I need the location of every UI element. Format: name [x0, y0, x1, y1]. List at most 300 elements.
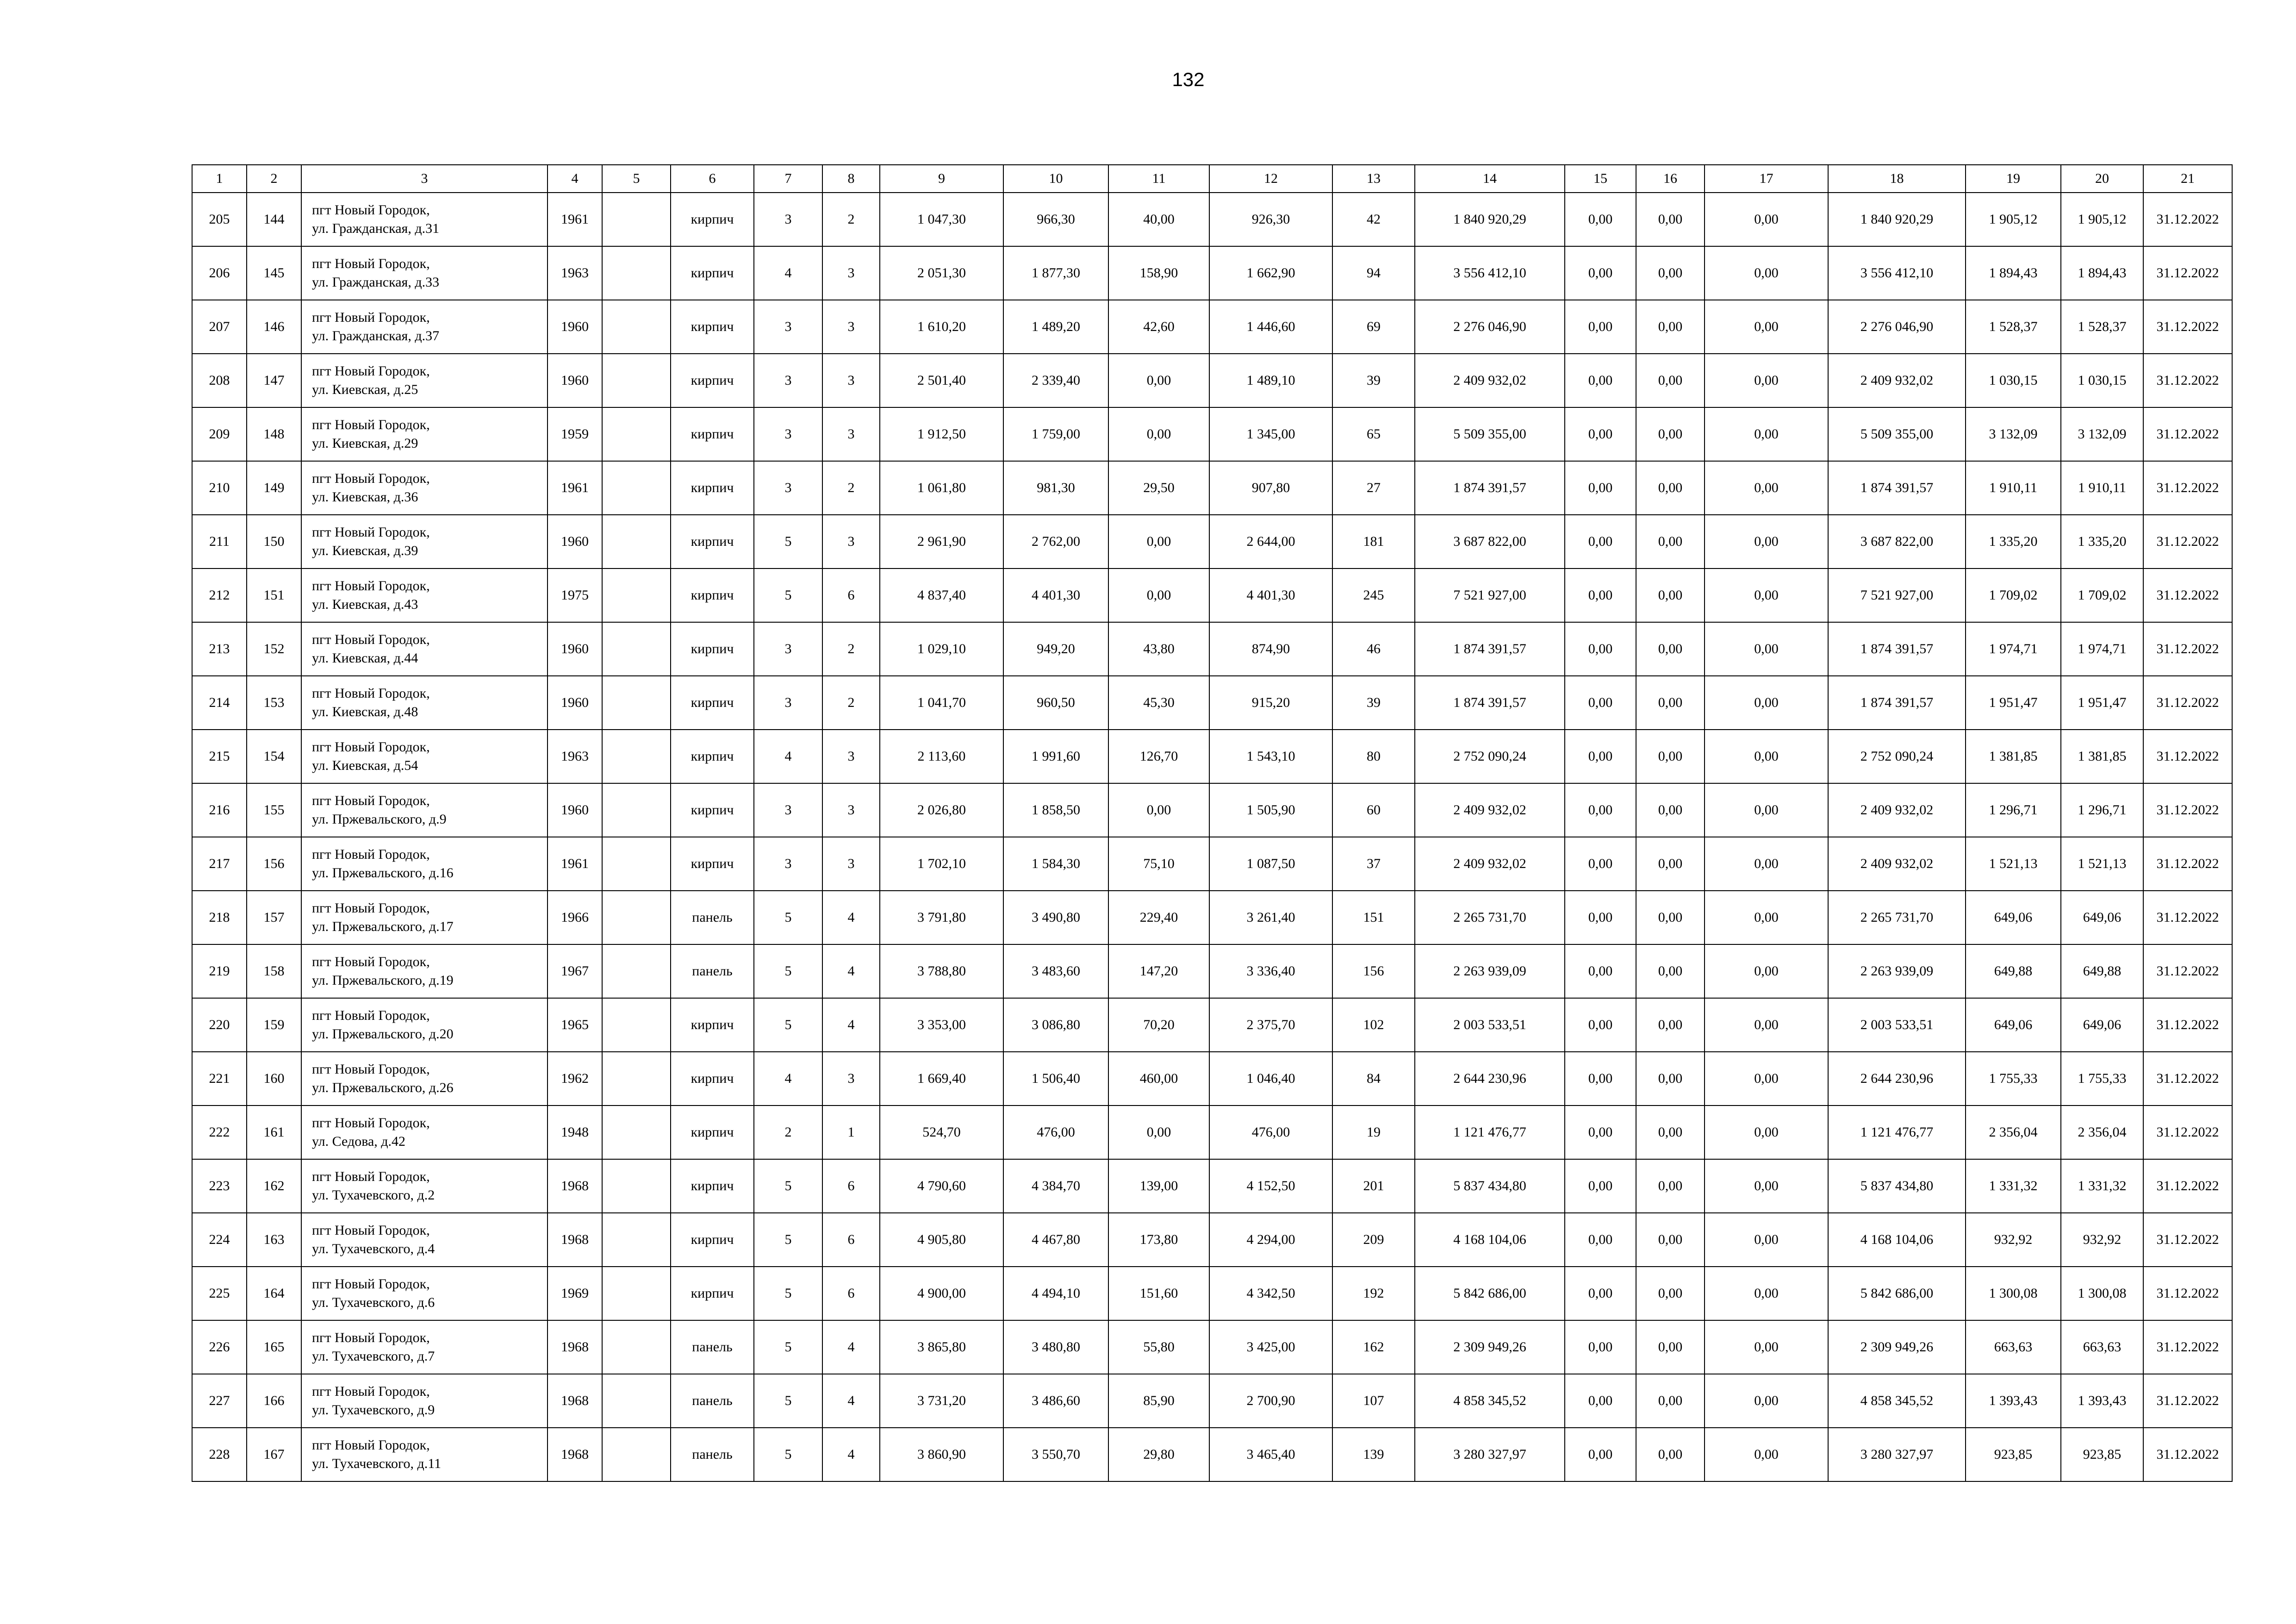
address-street: ул. Пржевальского, д.26 — [312, 1080, 454, 1095]
cell-col-11: 0,00 — [1108, 407, 1209, 461]
cell-col-13: 151 — [1332, 891, 1415, 944]
cell-floors: 3 — [754, 783, 822, 837]
cell-wall-material: кирпич — [671, 461, 754, 515]
cell-entrances: 4 — [822, 1320, 880, 1374]
cell-house-number: 166 — [247, 1374, 301, 1428]
cell-col-14: 2 263 939,09 — [1415, 944, 1565, 998]
column-number-header: 20 — [2061, 165, 2143, 193]
cell-col-11: 55,80 — [1108, 1320, 1209, 1374]
cell-col-9: 524,70 — [880, 1106, 1003, 1159]
cell-col-5 — [602, 1159, 671, 1213]
cell-floors: 5 — [754, 998, 822, 1052]
cell-address — [301, 246, 548, 300]
cell-col-15: 0,00 — [1565, 193, 1636, 246]
cell-col-20: 932,92 — [2061, 1213, 2143, 1267]
cell-entrances: 4 — [822, 944, 880, 998]
table-row — [192, 568, 2232, 622]
cell-row-number: 220 — [192, 998, 247, 1052]
cell-col-15: 0,00 — [1565, 998, 1636, 1052]
cell-col-5 — [602, 944, 671, 998]
cell-wall-material: кирпич — [671, 622, 754, 676]
cell-entrances: 1 — [822, 1106, 880, 1159]
cell-col-20: 1 335,20 — [2061, 515, 2143, 568]
cell-date: 31.12.2022 — [2143, 783, 2232, 837]
cell-col-9: 1 047,30 — [880, 193, 1003, 246]
cell-col-14: 2 409 932,02 — [1415, 354, 1565, 407]
address-settlement: пгт Новый Городок, — [312, 1330, 430, 1345]
table-row — [192, 461, 2232, 515]
cell-col-12: 2 700,90 — [1209, 1374, 1332, 1428]
cell-col-20: 1 393,43 — [2061, 1374, 2143, 1428]
cell-year-built: 1968 — [548, 1320, 602, 1374]
column-number-header: 10 — [1003, 165, 1108, 193]
cell-year-built: 1968 — [548, 1213, 602, 1267]
cell-col-15: 0,00 — [1565, 300, 1636, 354]
cell-col-20: 1 331,32 — [2061, 1159, 2143, 1213]
cell-wall-material: кирпич — [671, 1159, 754, 1213]
cell-col-16: 0,00 — [1636, 1428, 1705, 1481]
cell-col-5 — [602, 891, 671, 944]
cell-floors: 3 — [754, 407, 822, 461]
cell-col-5 — [602, 407, 671, 461]
table-row — [192, 1106, 2232, 1159]
cell-col-11: 45,30 — [1108, 676, 1209, 730]
cell-wall-material: кирпич — [671, 407, 754, 461]
cell-col-18: 1 874 391,57 — [1828, 461, 1966, 515]
table-row — [192, 1320, 2232, 1374]
cell-col-14: 4 858 345,52 — [1415, 1374, 1565, 1428]
address-settlement: пгт Новый Городок, — [312, 1115, 430, 1131]
address-settlement: пгт Новый Городок, — [312, 202, 430, 218]
cell-row-number: 211 — [192, 515, 247, 568]
cell-col-11: 0,00 — [1108, 783, 1209, 837]
address-street: ул. Киевская, д.25 — [312, 382, 418, 397]
cell-col-12: 1 543,10 — [1209, 730, 1332, 783]
cell-col-17: 0,00 — [1705, 783, 1828, 837]
cell-row-number: 207 — [192, 300, 247, 354]
cell-col-14: 4 168 104,06 — [1415, 1213, 1565, 1267]
cell-col-14: 2 265 731,70 — [1415, 891, 1565, 944]
cell-address — [301, 354, 548, 407]
cell-col-20: 2 356,04 — [2061, 1106, 2143, 1159]
cell-col-5 — [602, 1428, 671, 1481]
cell-col-19: 923,85 — [1966, 1428, 2061, 1481]
cell-col-20: 1 951,47 — [2061, 676, 2143, 730]
cell-col-11: 85,90 — [1108, 1374, 1209, 1428]
cell-col-10: 981,30 — [1003, 461, 1108, 515]
cell-col-18: 2 644 230,96 — [1828, 1052, 1966, 1106]
cell-col-14: 3 687 822,00 — [1415, 515, 1565, 568]
cell-col-17: 0,00 — [1705, 998, 1828, 1052]
cell-col-11: 0,00 — [1108, 354, 1209, 407]
table-row — [192, 1052, 2232, 1106]
address-settlement: пгт Новый Городок, — [312, 1276, 430, 1292]
cell-row-number: 205 — [192, 193, 247, 246]
cell-address — [301, 193, 548, 246]
table-row — [192, 837, 2232, 891]
table-row — [192, 1267, 2232, 1320]
column-number-header: 11 — [1108, 165, 1209, 193]
cell-col-5 — [602, 461, 671, 515]
cell-col-19: 1 894,43 — [1966, 246, 2061, 300]
cell-floors: 4 — [754, 246, 822, 300]
cell-address — [301, 1428, 548, 1481]
cell-col-17: 0,00 — [1705, 1159, 1828, 1213]
cell-wall-material: панель — [671, 1374, 754, 1428]
cell-col-19: 1 974,71 — [1966, 622, 2061, 676]
cell-col-15: 0,00 — [1565, 837, 1636, 891]
cell-year-built: 1962 — [548, 1052, 602, 1106]
cell-house-number: 159 — [247, 998, 301, 1052]
cell-date: 31.12.2022 — [2143, 998, 2232, 1052]
cell-col-11: 0,00 — [1108, 1106, 1209, 1159]
cell-row-number: 213 — [192, 622, 247, 676]
address-settlement: пгт Новый Городок, — [312, 1008, 430, 1023]
cell-entrances: 2 — [822, 676, 880, 730]
cell-floors: 4 — [754, 730, 822, 783]
column-number-header: 2 — [247, 165, 301, 193]
cell-col-19: 1 951,47 — [1966, 676, 2061, 730]
cell-col-14: 2 644 230,96 — [1415, 1052, 1565, 1106]
cell-address — [301, 730, 548, 783]
cell-wall-material: кирпич — [671, 730, 754, 783]
cell-col-16: 0,00 — [1636, 407, 1705, 461]
cell-col-17: 0,00 — [1705, 730, 1828, 783]
cell-col-9: 4 905,80 — [880, 1213, 1003, 1267]
cell-col-18: 1 874 391,57 — [1828, 676, 1966, 730]
cell-col-15: 0,00 — [1565, 1106, 1636, 1159]
address-street: ул. Тухачевского, д.9 — [312, 1402, 435, 1418]
cell-date: 31.12.2022 — [2143, 407, 2232, 461]
table-row — [192, 1374, 2232, 1428]
address-street: ул. Гражданская, д.31 — [312, 221, 440, 236]
cell-row-number: 228 — [192, 1428, 247, 1481]
cell-house-number: 146 — [247, 300, 301, 354]
cell-col-12: 1 662,90 — [1209, 246, 1332, 300]
cell-col-18: 3 556 412,10 — [1828, 246, 1966, 300]
cell-col-18: 5 837 434,80 — [1828, 1159, 1966, 1213]
cell-col-10: 1 759,00 — [1003, 407, 1108, 461]
cell-col-12: 1 345,00 — [1209, 407, 1332, 461]
cell-wall-material: кирпич — [671, 354, 754, 407]
cell-col-5 — [602, 1052, 671, 1106]
cell-col-13: 94 — [1332, 246, 1415, 300]
cell-col-15: 0,00 — [1565, 407, 1636, 461]
cell-col-14: 3 280 327,97 — [1415, 1428, 1565, 1481]
cell-col-14: 1 121 476,77 — [1415, 1106, 1565, 1159]
cell-floors: 5 — [754, 1267, 822, 1320]
cell-floors: 3 — [754, 354, 822, 407]
column-number-header: 8 — [822, 165, 880, 193]
cell-date: 31.12.2022 — [2143, 891, 2232, 944]
cell-entrances: 6 — [822, 568, 880, 622]
cell-address — [301, 1213, 548, 1267]
cell-col-10: 966,30 — [1003, 193, 1108, 246]
address-settlement: пгт Новый Городок, — [312, 1384, 430, 1399]
address-settlement: пгт Новый Городок, — [312, 525, 430, 540]
address-street: ул. Киевская, д.39 — [312, 543, 418, 558]
cell-col-13: 192 — [1332, 1267, 1415, 1320]
cell-col-16: 0,00 — [1636, 622, 1705, 676]
cell-col-17: 0,00 — [1705, 300, 1828, 354]
cell-col-19: 1 030,15 — [1966, 354, 2061, 407]
column-number-header: 5 — [602, 165, 671, 193]
address-street: ул. Киевская, д.36 — [312, 489, 418, 505]
cell-col-12: 3 261,40 — [1209, 891, 1332, 944]
cell-wall-material: кирпич — [671, 1267, 754, 1320]
cell-address — [301, 1106, 548, 1159]
cell-col-12: 1 505,90 — [1209, 783, 1332, 837]
cell-col-9: 1 061,80 — [880, 461, 1003, 515]
cell-floors: 3 — [754, 461, 822, 515]
cell-col-11: 40,00 — [1108, 193, 1209, 246]
cell-year-built: 1968 — [548, 1428, 602, 1481]
cell-col-9: 1 041,70 — [880, 676, 1003, 730]
cell-col-16: 0,00 — [1636, 1374, 1705, 1428]
cell-col-19: 1 300,08 — [1966, 1267, 2061, 1320]
cell-entrances: 4 — [822, 998, 880, 1052]
cell-col-16: 0,00 — [1636, 354, 1705, 407]
cell-col-12: 4 401,30 — [1209, 568, 1332, 622]
cell-col-9: 2 501,40 — [880, 354, 1003, 407]
cell-wall-material: кирпич — [671, 515, 754, 568]
cell-address — [301, 622, 548, 676]
cell-col-11: 460,00 — [1108, 1052, 1209, 1106]
cell-col-11: 0,00 — [1108, 568, 1209, 622]
cell-col-5 — [602, 1320, 671, 1374]
cell-col-18: 2 752 090,24 — [1828, 730, 1966, 783]
table-row — [192, 1213, 2232, 1267]
cell-year-built: 1967 — [548, 944, 602, 998]
cell-row-number: 209 — [192, 407, 247, 461]
cell-col-14: 5 509 355,00 — [1415, 407, 1565, 461]
cell-col-5 — [602, 246, 671, 300]
cell-year-built: 1966 — [548, 891, 602, 944]
address-street: ул. Пржевальского, д.19 — [312, 973, 454, 988]
cell-date: 31.12.2022 — [2143, 1374, 2232, 1428]
cell-house-number: 161 — [247, 1106, 301, 1159]
cell-entrances: 3 — [822, 246, 880, 300]
cell-col-11: 229,40 — [1108, 891, 1209, 944]
address-street: ул. Тухачевского, д.2 — [312, 1187, 435, 1203]
cell-col-5 — [602, 622, 671, 676]
cell-col-17: 0,00 — [1705, 461, 1828, 515]
cell-col-19: 1 755,33 — [1966, 1052, 2061, 1106]
address-street: ул. Пржевальского, д.16 — [312, 865, 454, 881]
cell-col-12: 4 342,50 — [1209, 1267, 1332, 1320]
cell-date: 31.12.2022 — [2143, 354, 2232, 407]
cell-col-14: 1 874 391,57 — [1415, 622, 1565, 676]
cell-entrances: 2 — [822, 461, 880, 515]
cell-col-19: 1 521,13 — [1966, 837, 2061, 891]
cell-col-17: 0,00 — [1705, 1213, 1828, 1267]
cell-col-10: 1 991,60 — [1003, 730, 1108, 783]
cell-address — [301, 461, 548, 515]
cell-col-13: 156 — [1332, 944, 1415, 998]
cell-col-18: 2 409 932,02 — [1828, 837, 1966, 891]
cell-wall-material: панель — [671, 891, 754, 944]
cell-col-12: 476,00 — [1209, 1106, 1332, 1159]
address-settlement: пгт Новый Городок, — [312, 793, 430, 808]
cell-col-14: 2 752 090,24 — [1415, 730, 1565, 783]
cell-floors: 5 — [754, 568, 822, 622]
cell-col-13: 39 — [1332, 354, 1415, 407]
cell-col-12: 1 046,40 — [1209, 1052, 1332, 1106]
cell-col-5 — [602, 568, 671, 622]
cell-year-built: 1960 — [548, 354, 602, 407]
cell-col-19: 932,92 — [1966, 1213, 2061, 1267]
cell-year-built: 1963 — [548, 730, 602, 783]
cell-row-number: 212 — [192, 568, 247, 622]
cell-address — [301, 1159, 548, 1213]
cell-col-15: 0,00 — [1565, 1428, 1636, 1481]
column-number-header: 12 — [1209, 165, 1332, 193]
cell-house-number: 162 — [247, 1159, 301, 1213]
cell-row-number: 219 — [192, 944, 247, 998]
column-number-header: 9 — [880, 165, 1003, 193]
cell-row-number: 214 — [192, 676, 247, 730]
cell-entrances: 4 — [822, 891, 880, 944]
address-street: ул. Тухачевского, д.7 — [312, 1349, 435, 1364]
cell-year-built: 1960 — [548, 622, 602, 676]
cell-wall-material: кирпич — [671, 1052, 754, 1106]
cell-year-built: 1969 — [548, 1267, 602, 1320]
cell-date: 31.12.2022 — [2143, 676, 2232, 730]
cell-year-built: 1948 — [548, 1106, 602, 1159]
cell-floors: 5 — [754, 891, 822, 944]
table-row — [192, 300, 2232, 354]
cell-col-17: 0,00 — [1705, 246, 1828, 300]
cell-date: 31.12.2022 — [2143, 1213, 2232, 1267]
cell-row-number: 227 — [192, 1374, 247, 1428]
cell-col-9: 2 961,90 — [880, 515, 1003, 568]
cell-col-9: 3 865,80 — [880, 1320, 1003, 1374]
cell-col-20: 1 030,15 — [2061, 354, 2143, 407]
column-number-row — [192, 165, 2232, 193]
cell-address — [301, 998, 548, 1052]
cell-col-13: 39 — [1332, 676, 1415, 730]
cell-col-19: 1 381,85 — [1966, 730, 2061, 783]
cell-date: 31.12.2022 — [2143, 730, 2232, 783]
cell-col-15: 0,00 — [1565, 891, 1636, 944]
address-street: ул. Киевская, д.44 — [312, 650, 418, 666]
cell-entrances: 3 — [822, 407, 880, 461]
table-row — [192, 354, 2232, 407]
cell-col-17: 0,00 — [1705, 568, 1828, 622]
cell-col-13: 201 — [1332, 1159, 1415, 1213]
cell-col-19: 1 335,20 — [1966, 515, 2061, 568]
address-settlement: пгт Новый Городок, — [312, 900, 430, 916]
cell-col-18: 1 121 476,77 — [1828, 1106, 1966, 1159]
address-street: ул. Тухачевского, д.11 — [312, 1456, 442, 1471]
address-settlement: пгт Новый Городок, — [312, 471, 430, 486]
cell-col-15: 0,00 — [1565, 622, 1636, 676]
cell-row-number: 226 — [192, 1320, 247, 1374]
cell-col-9: 2 113,60 — [880, 730, 1003, 783]
address-settlement: пгт Новый Городок, — [312, 1223, 430, 1238]
cell-year-built: 1959 — [548, 407, 602, 461]
cell-house-number: 155 — [247, 783, 301, 837]
cell-col-10: 1 858,50 — [1003, 783, 1108, 837]
cell-row-number: 224 — [192, 1213, 247, 1267]
cell-col-12: 2 644,00 — [1209, 515, 1332, 568]
cell-row-number: 222 — [192, 1106, 247, 1159]
cell-col-16: 0,00 — [1636, 1213, 1705, 1267]
address-street: ул. Гражданская, д.37 — [312, 328, 440, 344]
address-settlement: пгт Новый Городок, — [312, 954, 430, 969]
column-number-header: 4 — [548, 165, 602, 193]
cell-col-17: 0,00 — [1705, 515, 1828, 568]
cell-floors: 3 — [754, 837, 822, 891]
cell-col-12: 907,80 — [1209, 461, 1332, 515]
cell-col-19: 1 528,37 — [1966, 300, 2061, 354]
cell-floors: 3 — [754, 676, 822, 730]
cell-col-15: 0,00 — [1565, 461, 1636, 515]
cell-col-17: 0,00 — [1705, 1267, 1828, 1320]
cell-address — [301, 837, 548, 891]
cell-entrances: 2 — [822, 193, 880, 246]
cell-entrances: 3 — [822, 837, 880, 891]
cell-house-number: 157 — [247, 891, 301, 944]
column-number-header: 7 — [754, 165, 822, 193]
cell-entrances: 3 — [822, 354, 880, 407]
cell-entrances: 4 — [822, 1374, 880, 1428]
cell-col-19: 649,88 — [1966, 944, 2061, 998]
table-row — [192, 676, 2232, 730]
address-street: ул. Тухачевского, д.6 — [312, 1295, 435, 1310]
cell-col-11: 29,50 — [1108, 461, 1209, 515]
cell-row-number: 223 — [192, 1159, 247, 1213]
cell-date: 31.12.2022 — [2143, 193, 2232, 246]
cell-col-14: 1 840 920,29 — [1415, 193, 1565, 246]
cell-year-built: 1961 — [548, 461, 602, 515]
cell-address — [301, 300, 548, 354]
cell-wall-material: кирпич — [671, 998, 754, 1052]
cell-address — [301, 515, 548, 568]
cell-col-14: 1 874 391,57 — [1415, 676, 1565, 730]
cell-floors: 5 — [754, 1320, 822, 1374]
cell-address — [301, 1052, 548, 1106]
cell-house-number: 149 — [247, 461, 301, 515]
cell-col-18: 7 521 927,00 — [1828, 568, 1966, 622]
cell-year-built: 1963 — [548, 246, 602, 300]
address-street: ул. Пржевальского, д.17 — [312, 919, 454, 934]
cell-col-20: 923,85 — [2061, 1428, 2143, 1481]
cell-col-12: 3 425,00 — [1209, 1320, 1332, 1374]
cell-col-18: 2 409 932,02 — [1828, 354, 1966, 407]
cell-col-19: 1 709,02 — [1966, 568, 2061, 622]
cell-col-10: 476,00 — [1003, 1106, 1108, 1159]
column-number-header: 14 — [1415, 165, 1565, 193]
column-number-header: 3 — [301, 165, 548, 193]
cell-floors: 2 — [754, 1106, 822, 1159]
cell-col-16: 0,00 — [1636, 783, 1705, 837]
cell-wall-material: кирпич — [671, 676, 754, 730]
column-number-header: 15 — [1565, 165, 1636, 193]
cell-floors: 5 — [754, 515, 822, 568]
address-settlement: пгт Новый Городок, — [312, 686, 430, 701]
cell-col-11: 147,20 — [1108, 944, 1209, 998]
cell-col-14: 2 409 932,02 — [1415, 837, 1565, 891]
cell-year-built: 1960 — [548, 783, 602, 837]
cell-col-18: 5 509 355,00 — [1828, 407, 1966, 461]
cell-wall-material: панель — [671, 944, 754, 998]
cell-house-number: 154 — [247, 730, 301, 783]
cell-col-14: 5 842 686,00 — [1415, 1267, 1565, 1320]
cell-col-9: 1 702,10 — [880, 837, 1003, 891]
cell-col-18: 2 265 731,70 — [1828, 891, 1966, 944]
cell-house-number: 152 — [247, 622, 301, 676]
